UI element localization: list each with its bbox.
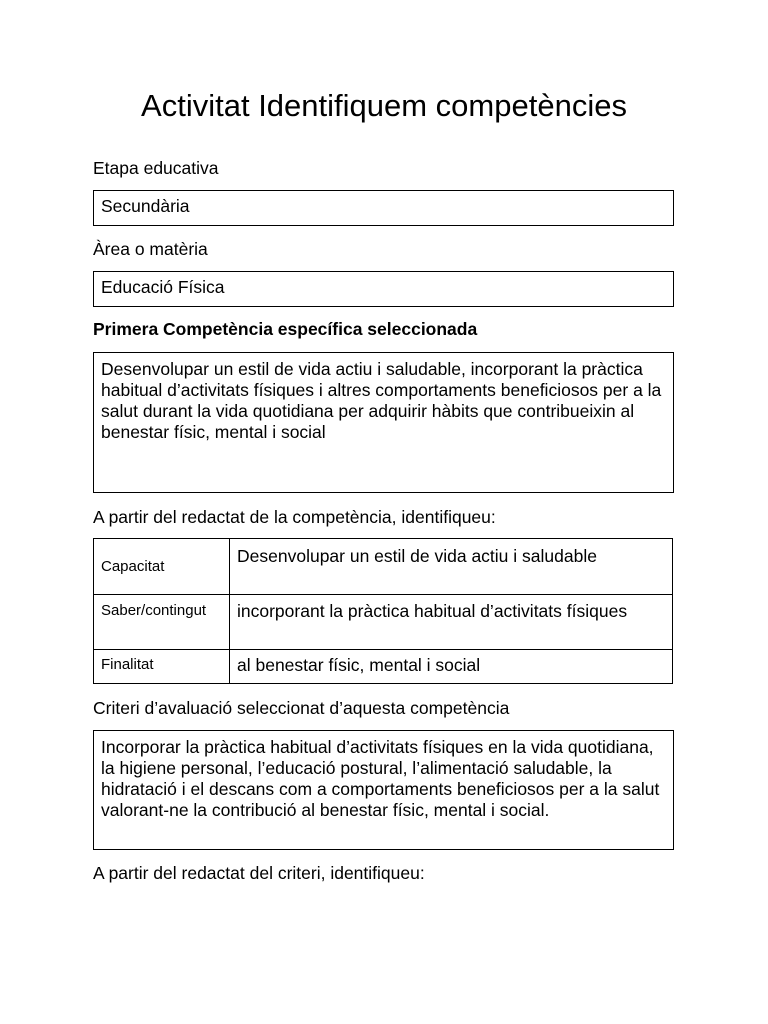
page-title: Activitat Identifiquem competències bbox=[141, 88, 627, 123]
etapa-field[interactable]: Secundària bbox=[93, 190, 674, 226]
row-key-capacitat: Capacitat bbox=[94, 539, 230, 595]
competencia-label: Primera Competència específica seleccionada bbox=[93, 319, 478, 339]
criteri-field[interactable]: Incorporar la pràctica habitual d’activitats físiques en la vida quotidiana, la higiene personal, l’educació postural, l’alimentació saludable, la hidratació i el descans com a comportaments beneficiosos per a la salut valorant-ne la contribució al benestar físic, mental i social. bbox=[93, 730, 674, 850]
row-value-capacitat[interactable]: Desenvolupar un estil de vida actiu i saludable bbox=[230, 539, 673, 595]
table-row bbox=[94, 595, 673, 650]
competencia-identification-table bbox=[93, 538, 673, 684]
area-field[interactable]: Educació Física bbox=[93, 271, 674, 307]
table-row bbox=[94, 650, 673, 684]
row-key-saber: Saber/contingut bbox=[94, 595, 230, 650]
table-row bbox=[94, 539, 673, 595]
etapa-label: Etapa educativa bbox=[93, 158, 219, 178]
identifiqueu-criteri-label: A partir del redactat del criteri, identifiqueu: bbox=[93, 863, 425, 883]
criteri-label: Criteri d’avaluació seleccionat d’aquesta competència bbox=[93, 698, 510, 718]
row-key-finalitat: Finalitat bbox=[94, 650, 230, 684]
row-value-saber[interactable]: incorporant la pràctica habitual d’activitats físiques bbox=[230, 595, 673, 650]
row-value-finalitat[interactable]: al benestar físic, mental i social bbox=[230, 650, 673, 684]
area-label: Àrea o matèria bbox=[93, 239, 208, 259]
competencia-field[interactable]: Desenvolupar un estil de vida actiu i saludable, incorporant la pràctica habitual d’activitats físiques i altres comportaments beneficiosos per a la salut durant la vida quotidiana per adquirir hàbits que contribueixin al benestar físic, mental i social bbox=[93, 352, 674, 493]
identifiqueu-competencia-label: A partir del redactat de la competència, identifiqueu: bbox=[93, 507, 496, 527]
